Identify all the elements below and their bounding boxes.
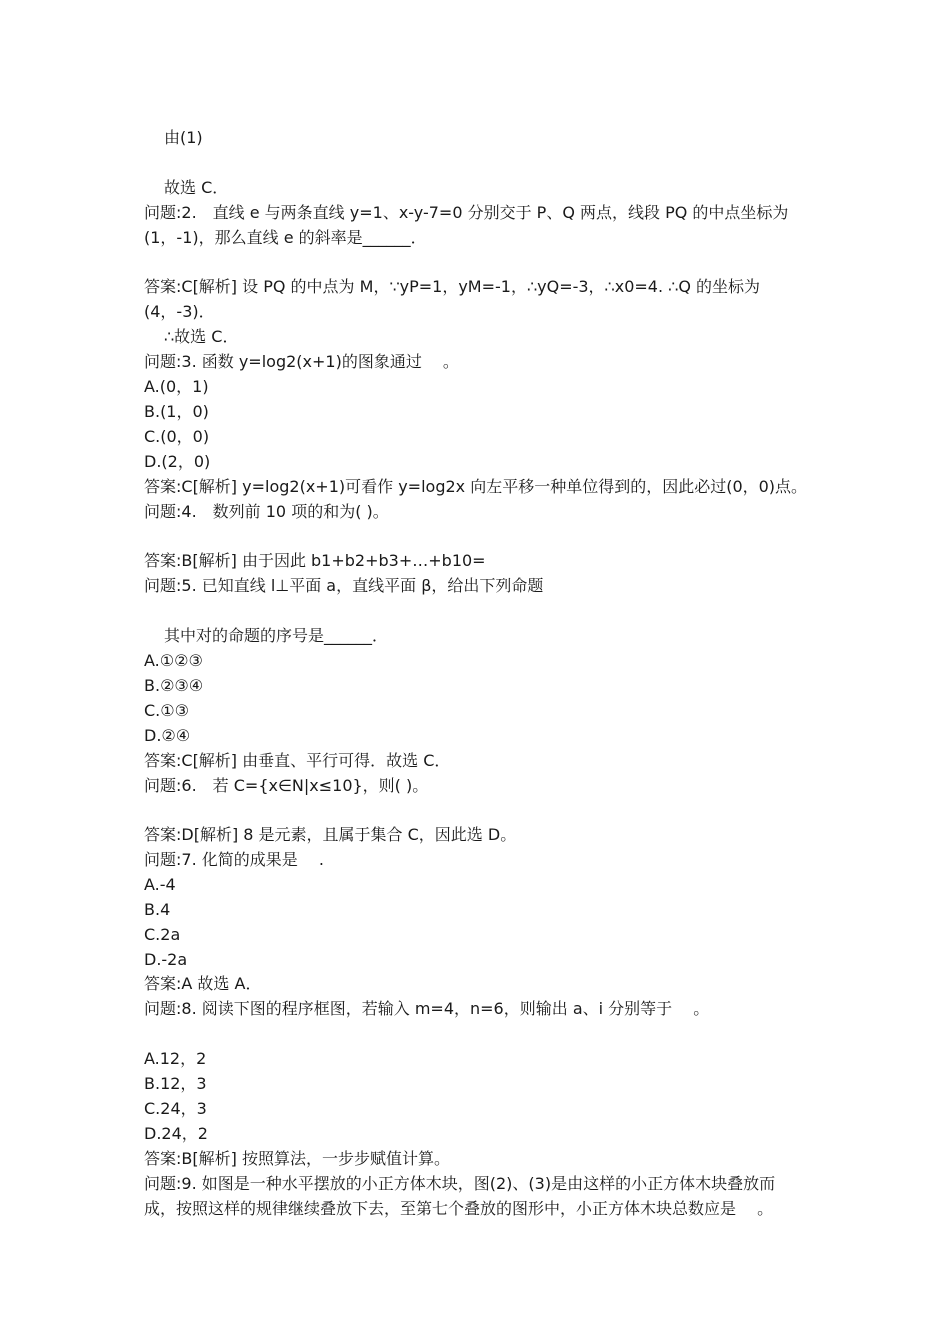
option-d: D.(2，0) — [144, 452, 211, 471]
answer-6: 答案:D[解析] 8 是元素，且属于集合 C，因此选 D。 — [144, 825, 517, 844]
question-4: 问题:4. 数列前 10 项的和为( )。 — [144, 502, 389, 521]
question-2-line-1: 问题:2. 直线 e 与两条直线 y=1、x-y-7=0 分别交于 P、Q 两点，线段 PQ 的中点坐标为 — [144, 203, 789, 222]
question-8: 问题:8. 阅读下图的程序框图，若输入 m=4，n=6，则输出 a、i 分别等于 。 — [144, 999, 710, 1018]
answer-2-line-3: ∴故选 C． — [164, 327, 239, 346]
option-d: D.②④ — [144, 726, 191, 745]
option-b: B.4 — [144, 900, 171, 919]
option-b: B.(1，0) — [144, 402, 209, 421]
answer-5: 答案:C[解析] 由垂直、平行可得．故选 C． — [144, 751, 451, 770]
answer-2-line-2: (4，-3)． — [144, 302, 215, 321]
question-9-line-2: 成，按照这样的规律继续叠放下去，至第七个叠放的图形中，小正方体木块总数应是 。 — [144, 1199, 774, 1218]
text-line: 故选 C． — [164, 178, 229, 197]
option-c: C.24，3 — [144, 1099, 207, 1118]
question-6: 问题:6. 若 C={x∈N|x≤10}，则( )。 — [144, 776, 429, 795]
text-line: 由(1) — [164, 128, 203, 147]
option-d: D.-2a — [144, 950, 188, 969]
option-a: A.12，2 — [144, 1049, 207, 1068]
question-9-line-1: 问题:9. 如图是一种水平摆放的小正方体木块，图(2)、(3)是由这样的小正方体木块叠放而 — [144, 1174, 776, 1193]
answer-8: 答案:B[解析] 按照算法，一步步赋值计算。 — [144, 1149, 450, 1168]
question-7: 问题:7. 化简的成果是 . — [144, 850, 324, 869]
option-c: C.2a — [144, 925, 181, 944]
option-d: D.24，2 — [144, 1124, 208, 1143]
option-a: A.-4 — [144, 875, 176, 894]
option-b: B.②③④ — [144, 676, 204, 695]
option-b: B.12，3 — [144, 1074, 207, 1093]
option-a: A.(0，1) — [144, 377, 209, 396]
option-a: A.①②③ — [144, 651, 203, 670]
answer-4: 答案:B[解析] 由于因此 b1+b2+b3+…+b10= — [144, 551, 486, 570]
option-c: C.(0，0) — [144, 427, 210, 446]
answer-3: 答案:C[解析] y=log2(x+1)可看作 y=log2x 向左平移一种单位得到的，因此必过(0，0)点。 — [144, 477, 808, 496]
answer-2-line-1: 答案:C[解析] 设 PQ 的中点为 M，∵yP=1，yM=-1，∴yQ=-3，∴x0=4. ∴Q 的坐标为 — [144, 277, 761, 296]
question-2-line-2: (1，-1)，那么直线 e 的斜率是______． — [144, 228, 427, 247]
answer-7: 答案:A 故选 A． — [144, 974, 262, 993]
option-c: C.①③ — [144, 701, 189, 720]
question-5-prompt: 其中对的命题的序号是______． — [164, 626, 389, 645]
question-5: 问题:5. 已知直线 l⊥平面 a，直线平面 β，给出下列命题 — [144, 576, 544, 595]
question-3: 问题:3. 函数 y=log2(x+1)的图象通过 。 — [144, 352, 459, 371]
